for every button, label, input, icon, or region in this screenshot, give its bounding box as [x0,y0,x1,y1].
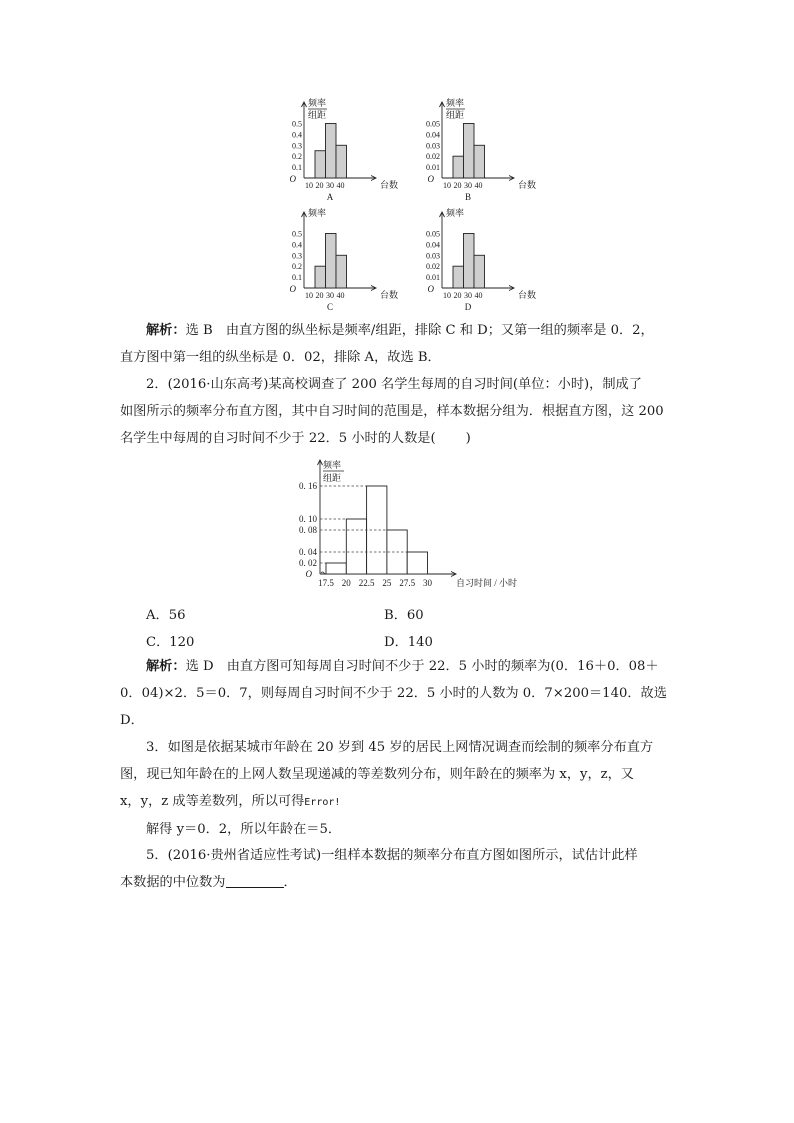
x-tick-label: 20 [453,181,462,190]
y-tick-label: 0.03 [426,251,440,261]
question-3 [120,734,680,843]
origin-label: O [305,569,312,579]
question-3-line-4: 解得 y＝0．2，所以年龄在＝5． [146,822,342,837]
y-tick-label: 0.1 [292,163,302,173]
x-tick-label: 30 [423,578,432,588]
question-2 [120,371,680,452]
y-axis-label-denominator: 组距 [308,110,327,120]
x-axis-label: 自习时间 / 小时 [456,578,518,588]
bar [315,151,326,178]
y-axis-label: 频率 [446,208,465,218]
y-tick-label: 0.04 [426,240,440,250]
y-tick-label: 0.05 [426,229,440,239]
origin-label: O [289,174,296,184]
solution-label: 解析： [146,323,186,338]
y-tick-label: 0.5 [292,119,302,129]
bar [326,233,337,288]
origin-label: O [427,174,434,184]
x-tick-label: 40 [474,291,483,300]
bar [474,255,485,288]
y-tick-label: 0. 10 [299,514,317,524]
option-label: C [326,302,334,312]
y-axis-label: 频率 [308,208,327,218]
option-label: A [326,192,334,202]
question-5-line-2: 本数据的中位数为 [120,875,226,890]
y-tick-label: 0. 08 [299,525,317,535]
histogram-option-a [282,96,400,204]
y-axis-label-denominator: 组距 [323,473,342,483]
x-tick-label: 10 [305,181,313,190]
x-tick-label: 40 [474,181,483,190]
question-2-line-3: 名学生中每周的自习时间不少于 22．5 小时的人数是( [120,431,436,446]
bar [326,563,346,574]
option-label: B [464,192,472,202]
histogram-option-b [420,96,542,204]
x-tick-label: 40 [336,291,345,300]
bar [336,255,347,288]
solution-2 [120,653,680,734]
solution-2-line-1: 选 D 由直方图可知每周自习时间不少于 22．5 小时的频率为(0．16＋0．08＋ [185,659,659,674]
histogram-option-c [282,206,400,314]
question-5 [120,842,680,896]
y-axis-label: 频率 [308,98,327,108]
x-axis-label: 台数 [380,180,399,190]
bar [407,552,427,574]
y-tick-label: 0.4 [292,240,302,250]
y-axis-label: 频率 [323,460,342,470]
study-time-histogram [282,456,552,596]
answer-blank[interactable] [226,873,284,888]
question-3-line-2: 图，现已知年龄在的上网人数呈现递减的等差数列分布，则年龄在的频率为 x，y，z，又 [120,767,634,782]
y-axis-label: 频率 [446,98,465,108]
y-tick-label: 0.2 [292,152,302,162]
x-tick-label: 30 [464,181,472,190]
x-tick-label: 20 [341,578,351,588]
y-tick-label: 0.01 [426,273,440,283]
y-tick-label: 0.01 [426,163,440,173]
solution-label: 解析： [146,659,186,674]
option-a[interactable]: A．56 [146,608,186,623]
error-text: Error! [304,797,341,808]
question-2-line-2: 如图所示的频率分布直方图，其中自习时间的范围是，样本数据分组为．根据直方图，这 200 [120,404,664,419]
question-2-close-paren: ) [465,431,471,446]
x-tick-label: 40 [336,181,345,190]
option-label: D [464,302,472,312]
x-tick-label: 27.5 [399,578,416,588]
question-3-line-1: 3．如图是依据某城市年龄在 20 岁到 45 岁的居民上网情况调查而绘制的频率分布直方 [146,740,654,755]
bar [453,156,464,178]
option-b[interactable]: B．60 [384,608,424,623]
x-axis-label: 台数 [518,290,537,300]
x-tick-label: 30 [326,291,334,300]
x-tick-label: 10 [305,291,313,300]
option-d[interactable]: D．140 [384,635,433,650]
origin-label: O [289,284,296,294]
bar [464,123,475,178]
y-tick-label: 0. 16 [299,481,317,491]
bar [346,519,366,574]
solution-1 [120,317,680,371]
y-tick-label: 0. 04 [299,547,317,557]
solution-1-line-2: 直方图中第一组的纵坐标是 0．02，排除 A，故选 B． [120,350,441,365]
x-axis-label: 台数 [518,180,537,190]
option-c[interactable]: C．120 [146,635,195,650]
bar [315,266,326,288]
x-tick-label: 20 [315,181,324,190]
question-2-line-1: 2．(2016·山东高考)某高校调查了 200 名学生每周的自习时间(单位：小时)，制成了 [146,377,642,392]
y-tick-label: 0.05 [426,119,440,129]
question-3-line-3: x，y，z 成等差数列，所以可得 [120,794,305,809]
y-tick-label: 0.02 [426,262,440,272]
x-tick-label: 17.5 [318,578,334,588]
histogram-option-d [420,206,542,314]
y-tick-label: 0.03 [426,141,440,151]
bar [464,233,475,288]
solution-1-line-1: 选 B 由直方图的纵坐标是频率/组距，排除 C 和 D；又第一组的频率是 0．2， [185,323,654,338]
bar [474,145,485,178]
question-5-line-1: 5．(2016·贵州省适应性考试)一组样本数据的频率分布直方图如图所示，试估计此样 [146,848,638,863]
x-tick-label: 10 [443,181,451,190]
solution-2-line-2: 0．04)×2．5＝0．7，则每周自习时间不少于 22．5 小时的人数为 0．7×200＝140．故选 [120,686,667,701]
y-axis-label-denominator: 组距 [446,110,465,120]
solution-2-line-3: D． [120,713,144,728]
y-tick-label: 0.04 [426,130,440,140]
x-axis-label: 台数 [380,290,399,300]
y-tick-label: 0.02 [426,152,440,162]
x-tick-label: 20 [453,291,462,300]
question-5-end: ． [283,875,297,890]
y-tick-label: 0.1 [292,273,302,283]
y-tick-label: 0.2 [292,262,302,272]
bar [453,266,464,288]
x-tick-label: 22.5 [358,578,375,588]
x-tick-label: 25 [382,578,392,588]
bar [336,145,347,178]
y-tick-label: 0.4 [292,130,302,140]
origin-label: O [427,284,434,294]
bar [326,123,337,178]
x-tick-label: 20 [315,291,324,300]
y-tick-label: 0.3 [292,141,302,151]
x-tick-label: 30 [326,181,334,190]
y-tick-label: 0.3 [292,251,302,261]
x-tick-label: 10 [443,291,451,300]
x-tick-label: 30 [464,291,472,300]
y-tick-label: 0.5 [292,229,302,239]
y-tick-label: 0. 02 [299,558,317,568]
